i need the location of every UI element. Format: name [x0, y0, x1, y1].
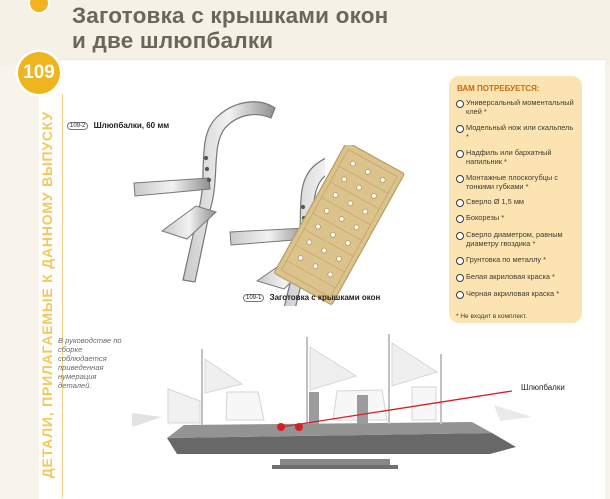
callout-davits: Шлюпбалки — [521, 383, 565, 392]
vertical-section-label — [39, 100, 55, 490]
window-cover-sheet — [269, 145, 422, 315]
davit-left — [134, 102, 275, 282]
divider-line — [62, 94, 63, 498]
assembly-note: В руководстве по сборке соблюдается приведенная нумерация деталей. — [58, 336, 122, 390]
part-name: Шлюпбалки, 60 мм — [93, 121, 170, 130]
issue-badge: 109 — [15, 49, 63, 97]
vertical-label-text: ДЕТАЛИ, ПРИЛАГАЕМЫЕ К ДАННОМУ ВЫПУСКУ — [39, 111, 55, 479]
page: Заготовка с крышками окон и две шлюпбалки 109 ДЕТАЛИ, ПРИЛАГАЕМЫЕ К ДАННОМУ ВЫПУСКУ 109-2 Шлюпбалки, 60 мм 109-1 Заготовка с крышками окон ВАМ ПОТРЕБУЕТСЯ: Универсальный моментальный клей * Модельный нож или скальпель * Надфиль или бархатный напильник * Монтажные плоскогубцы с тонкими губками * Сверло Ø 1,5 мм Бокорезы * Сверло диаметром, равным диаметру гвоздика * Грунтовка по металлу * Белая акриловая краска * Черная акриловая краска * * Не входит в комплект. В руководстве по сборке соблюдается приведенная нумерация деталей. Шлюпбалки — [0, 0, 610, 499]
page-title — [72, 3, 572, 53]
part-tag: 109-2 — [67, 122, 88, 130]
logo-icon — [28, 0, 50, 14]
title-line-1: Заготовка с крышками окон — [72, 3, 389, 28]
part-label-sheet — [243, 293, 380, 302]
requirements-footnote: * Не входит в комплект. — [456, 313, 527, 320]
title-line-2: и две шлюпбалки — [72, 28, 274, 53]
part-name: Заготовка с крышками окон — [269, 293, 381, 302]
requirements-title: ВАМ ПОТРЕБУЕТСЯ: — [457, 84, 540, 93]
ship-illustration — [132, 329, 552, 499]
header — [0, 0, 610, 66]
part-tag: 109-1 — [243, 294, 264, 302]
